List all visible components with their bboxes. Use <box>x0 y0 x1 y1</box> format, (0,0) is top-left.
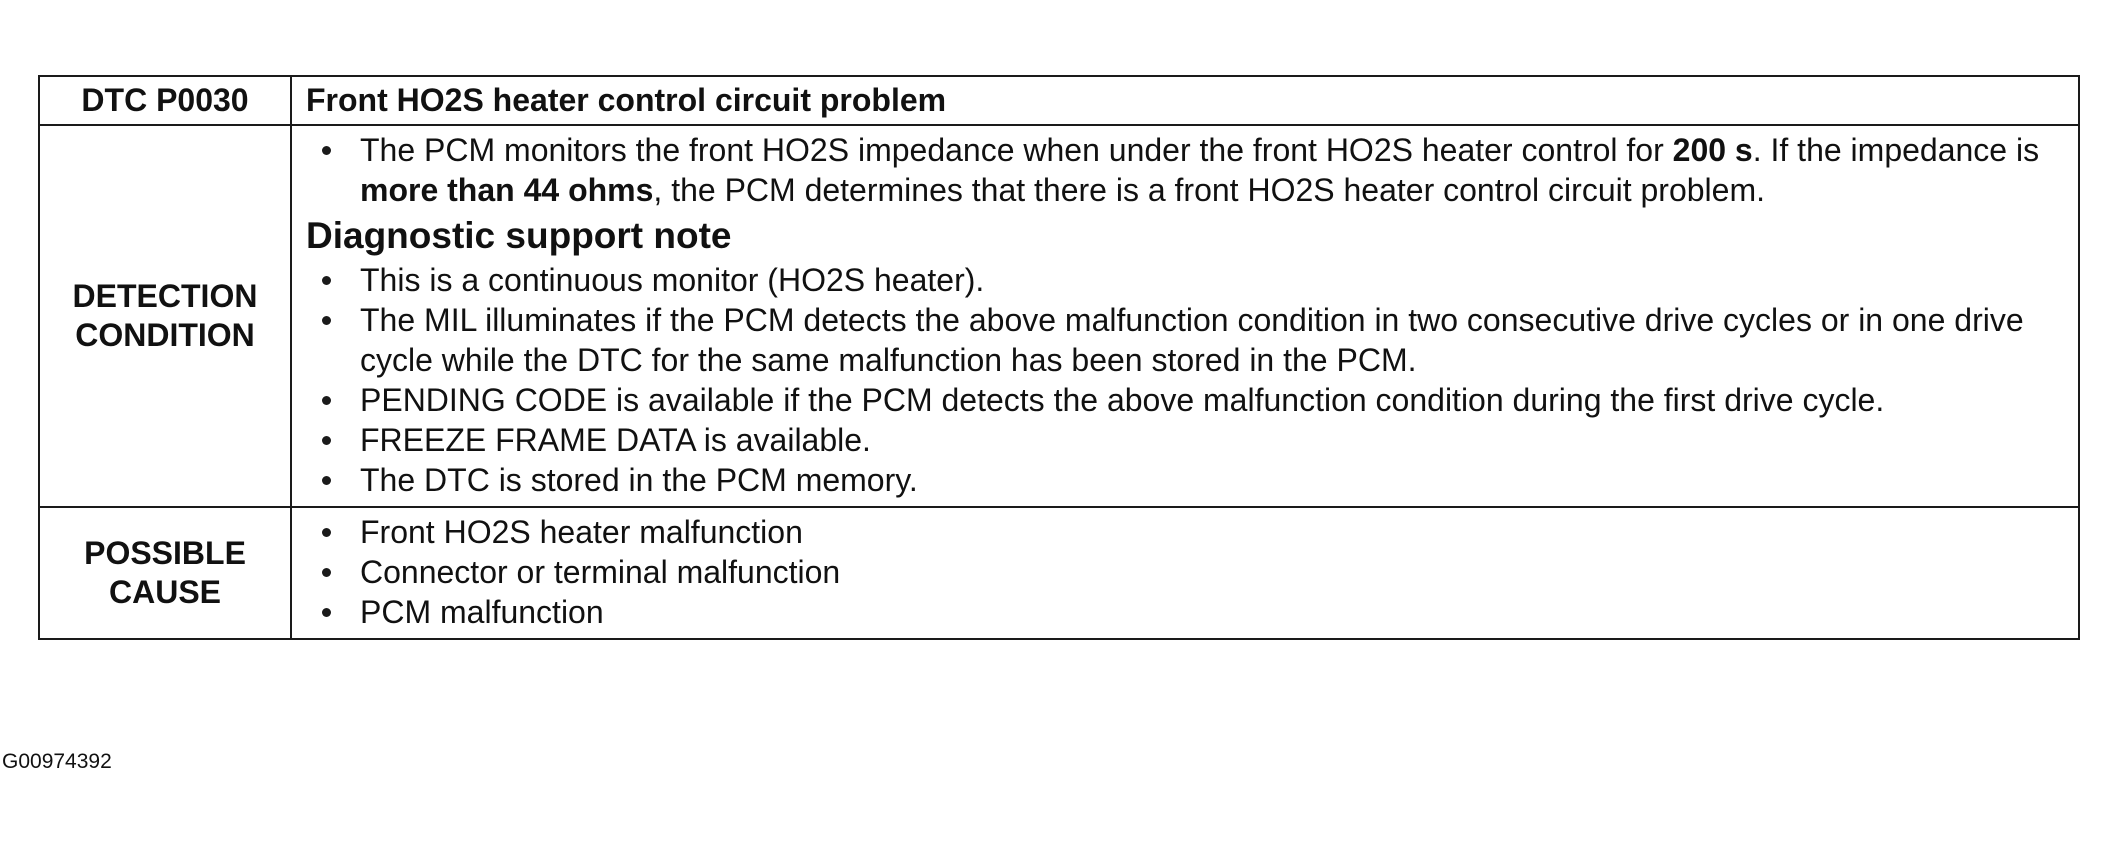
detection-condition-label <box>39 125 291 507</box>
list-item: Front HO2S heater malfunction <box>306 512 2058 552</box>
list-item: PCM malfunction <box>306 592 2058 632</box>
detection-label-line2: CONDITION <box>75 317 255 353</box>
figure-id: G00974392 <box>2 750 112 773</box>
list-item <box>306 130 2058 210</box>
dtc-title: Front HO2S heater control circuit problem <box>291 76 2079 125</box>
dtc-table <box>38 75 2080 640</box>
dtc-code: DTC P0030 <box>39 76 291 125</box>
list-item: PENDING CODE is available if the PCM detects the above malfunction condition during the first drive cycle. <box>306 380 2058 420</box>
possible-cause-row <box>39 507 2079 639</box>
cause-list <box>306 512 2058 632</box>
monitor-bold-b: more than 44 ohms <box>360 172 654 208</box>
possible-cause-content <box>291 507 2079 639</box>
monitor-text-a: The PCM monitors the front HO2S impedance when under the front HO2S heater control for <box>360 132 1673 168</box>
cause-label-line1: POSSIBLE <box>84 535 246 571</box>
monitor-bold-a: 200 s <box>1672 132 1753 168</box>
detection-label-line1: DETECTION <box>72 278 258 314</box>
list-item: This is a continuous monitor (HO2S heater). <box>306 260 2058 300</box>
diagnostic-note-heading: Diagnostic support note <box>306 215 732 256</box>
detection-condition-content <box>291 125 2079 507</box>
monitor-text-b: . If the impedance is <box>1752 132 2040 168</box>
list-item: The DTC is stored in the PCM memory. <box>306 460 2058 500</box>
detection-condition-row <box>39 125 2079 507</box>
monitor-list <box>306 130 2058 210</box>
diagnostic-notes-list <box>306 260 2058 500</box>
cause-label-line2: CAUSE <box>108 574 221 610</box>
possible-cause-label <box>39 507 291 639</box>
list-item: The MIL illuminates if the PCM detects the above malfunction condition in two consecutive drive cycles or in one drive cycle while the DTC for the same malfunction has been stored in the PCM. <box>306 300 2058 380</box>
list-item: FREEZE FRAME DATA is available. <box>306 420 2058 460</box>
list-item: Connector or terminal malfunction <box>306 552 2058 592</box>
monitor-text-c: , the PCM determines that there is a front HO2S heater control circuit problem. <box>653 172 1765 208</box>
dtc-header-row <box>39 76 2079 125</box>
